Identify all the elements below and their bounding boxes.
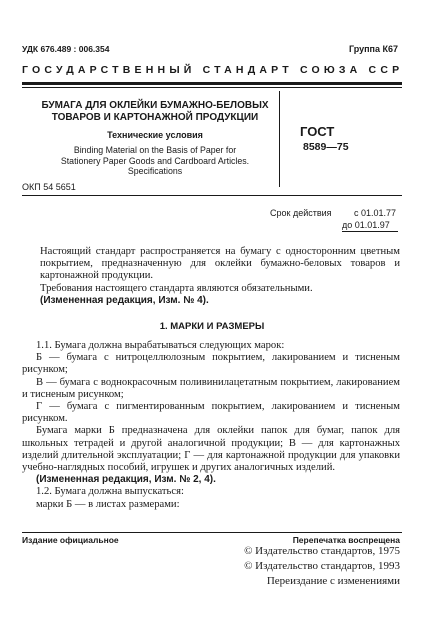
- state-standard-heading: ГОСУДАРСТВЕННЫЙ СТАНДАРТ СОЮЗА ССР: [22, 64, 404, 76]
- grade-v: В — бумага с воднокрасочным поливинилацетатным покрытием, лакированием и тисненым рисунком;: [22, 376, 400, 400]
- validity-label: Срок действия: [270, 208, 332, 218]
- official-edition: Издание официальное: [22, 535, 119, 545]
- validity-from: с 01.01.77: [354, 208, 397, 218]
- okp-code: ОКП 54 5651: [22, 182, 76, 192]
- clause-1-2: 1.2. Бумага должна выпускаться:: [36, 486, 184, 498]
- header-rule-thick: [22, 82, 402, 85]
- group-code: Группа К67: [348, 44, 398, 54]
- grade-b-sizes: марки Б — в листах размерами:: [36, 498, 180, 510]
- footer-rule: [22, 532, 402, 533]
- title-line-1: БУМАГА ДЛЯ ОКЛЕЙКИ БУМАЖНО-БЕЛОВЫХ: [41, 100, 269, 111]
- intro-amendment: (Измененная редакция, Изм. № 4).: [40, 294, 209, 306]
- section-body: [22, 340, 400, 511]
- grade-g: Г — бумага с пигментированным покрытием, лакированием и тисненым рисунком.: [22, 401, 400, 425]
- copyright-1975: © Издательство стандартов, 1975: [244, 545, 400, 557]
- grade-usage: Бумага марки Б предназначена для оклейки папок для бумаг, папок для школьных тетрадей и другой аналогичной продукции; В — для картонажных изделий длительной эксплуатации; Г — для картонажной продукции для упаковки учебно-наглядных пособий, игрушек и других аналогичных изделий.: [22, 425, 400, 474]
- grade-b: Б — бумага с нитроцеллюлозным покрытием, лакированием и тисненым рисунком;: [22, 352, 400, 376]
- gost-number: 8589—75: [303, 141, 349, 153]
- intro-text: [40, 246, 400, 307]
- english-line-1: Binding Material on the Basis of Paper for: [73, 145, 237, 155]
- document-subtitle: Технические условия: [107, 130, 203, 140]
- clause-1-1: 1.1. Бумага должна вырабатываться следующих марок:: [36, 340, 285, 351]
- copyright-1993: © Издательство стандартов, 1993: [244, 560, 400, 572]
- section-amendment: (Измененная редакция, Изм. № 2, 4).: [36, 474, 216, 486]
- intro-paragraph-1: Настоящий стандарт распространяется на бумагу с односторонним цветным покрытием, предназначенную для оклейки бумажно-беловых товаров и картонажной продукции.: [40, 246, 400, 282]
- document-title: [30, 100, 280, 124]
- gost-label: ГОСТ: [300, 124, 335, 139]
- validity-underline: [342, 231, 398, 232]
- intro-paragraph-2: Требования настоящего стандарта являются обязательными.: [40, 282, 313, 294]
- reprint-notice: Перепечатка воспрещена: [292, 535, 400, 545]
- section-heading: 1. МАРКИ И РАЗМЕРЫ: [159, 321, 265, 332]
- header-rule-thin: [22, 87, 402, 88]
- udk-code: УДК 676.489 : 006.354: [22, 44, 110, 54]
- validity-to: до 01.01.97: [342, 220, 390, 230]
- reissue-note: Переиздание с изменениями: [266, 575, 400, 587]
- english-title: [30, 145, 280, 177]
- title-block-rule: [22, 195, 402, 196]
- english-line-2: Stationery Paper Goods and Cardboard Articles.: [60, 155, 250, 166]
- title-line-2: ТОВАРОВ И КАРТОНАЖНОЙ ПРОДУКЦИИ: [51, 112, 259, 123]
- english-line-3: Specifications: [127, 166, 183, 176]
